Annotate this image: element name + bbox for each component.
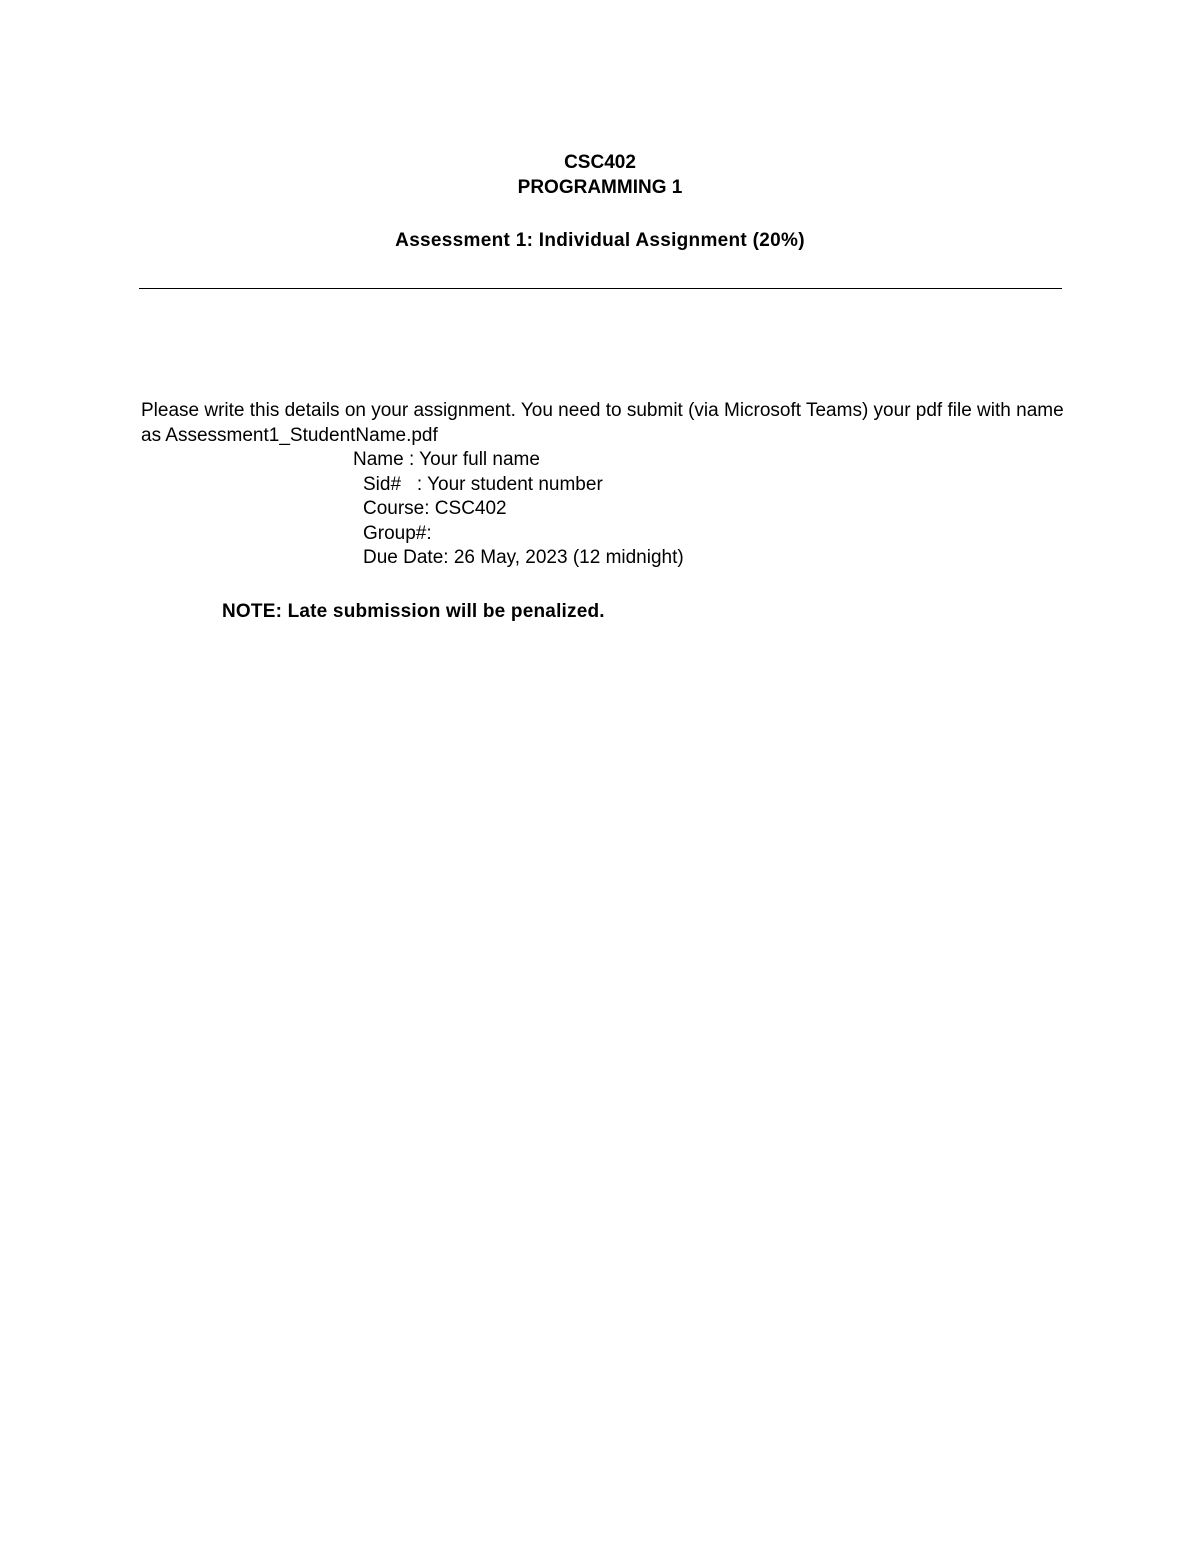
detail-sid: Sid# : Your student number [363, 473, 603, 495]
detail-group: Group#: [363, 522, 432, 544]
submission-instructions: Please write this details on your assignment. You need to submit (via Microsoft Teams) your pdf file with name as Assessment1_StudentName.pdf [141, 400, 1064, 446]
detail-due-date: Due Date: 26 May, 2023 (12 midnight) [363, 547, 684, 569]
assessment-title: Assessment 1: Individual Assignment (20%) [395, 230, 805, 251]
detail-course: Course: CSC402 [363, 498, 507, 520]
course-name: PROGRAMMING 1 [517, 177, 683, 198]
document-header [0, 150, 1200, 253]
header-divider [139, 288, 1062, 289]
late-submission-note: NOTE: Late submission will be penalized. [222, 601, 605, 622]
course-code: CSC402 [564, 152, 636, 173]
student-details-block [353, 448, 684, 571]
detail-name: Name : Your full name [353, 449, 540, 470]
